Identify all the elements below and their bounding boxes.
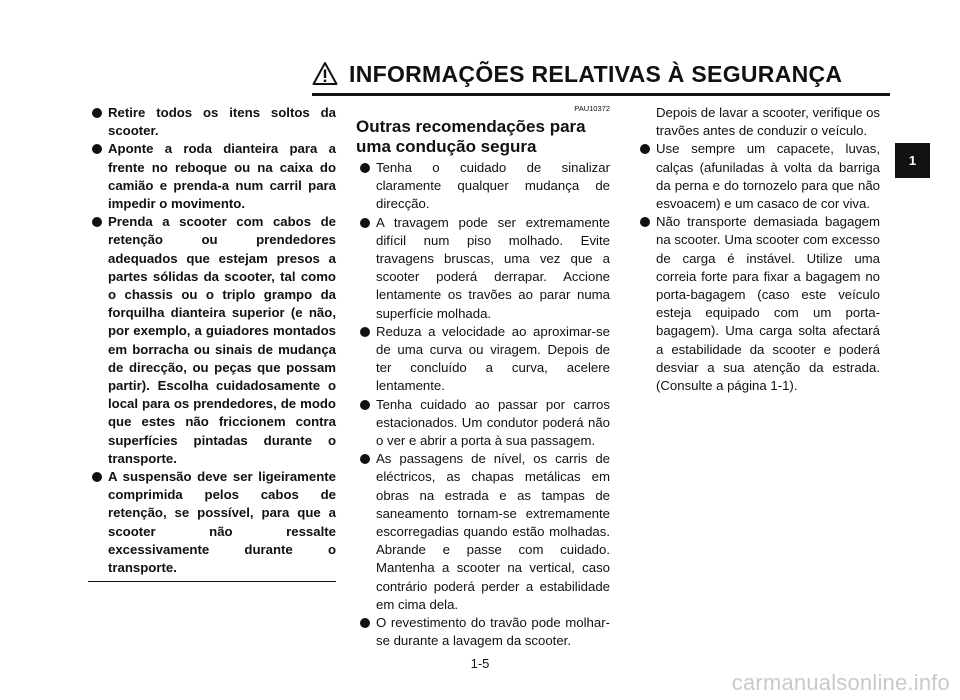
list-item [636,213,880,395]
bullet-icon [640,217,650,227]
safety-list [356,159,610,650]
list-item-text: Tenha cuidado ao passar por carros estacionados. Um condutor poderá não o ver e abrir a porta à sua passagem. [376,396,610,449]
list-item [88,104,336,140]
list-item [88,213,336,468]
list-item-text: As passagens de nível, os carris de eléctricos, as chapas metálicas em obras na estrada e as tampas de saneamento tornam-se extremamente escorregadias quando estão molhadas. Abrande e passe com cuidado. Mantenha a scooter na vertical, caso contrário poderá perder a estabilidade em cima dela. [376,451,610,612]
bullet-icon [92,217,102,227]
watermark: carmanualsonline.info [731,670,950,695]
list-item-text: A suspensão deve ser ligeiramente comprimida pelos cabos de retenção, se possível, para que a scooter não ressalte excessivamente durante o transporte. [108,469,336,576]
list-item [356,214,610,323]
section-title: Outras recomendações para uma condução segura [356,117,586,156]
bullet-icon [640,144,650,154]
header-rule [312,93,890,96]
continuation-text: Depois de lavar a scooter, verifique os travões antes de conduzir o veículo. [656,105,880,139]
list-item-text: Não transporte demasiada bagagem na scooter. Uma scooter com excesso de carga é instável. Utilize uma correia forte para fixar a bagagem no porta-bagagem (caso este veículo esteja equipado com um porta-bagagem). Uma carga solta afectará a estabilidade da scooter e poderá desviar a sua atenção da estrada. (Consulte a página 1-1). [656,214,880,394]
page-header [312,57,890,91]
list-item-text: Retire todos os itens soltos da scooter. [108,105,336,139]
list-item [356,396,610,451]
bullet-icon [92,472,102,482]
bullet-icon [360,163,370,173]
list-item [88,140,336,213]
list-item-text: Aponte a roda dianteira para a frente no reboque ou na caixa do camião e prenda-a num carril para impedir o movimento. [108,141,336,212]
bullet-icon [360,454,370,464]
list-item [88,468,336,577]
list-item-text: O revestimento do travão pode molhar-se durante a lavagem da scooter. [376,615,610,649]
list-item-text: Prenda a scooter com cabos de retenção ou prendedores adequados que estejam presos a partes sólidas da scooter, tal como o chassis ou o triplo grampo da forquilha dianteira superior (e não, por exemplo, a guiadores montados em borracha ou sinais de mudança de direcção, ou peças que possam partir). Escolha cuidadosamente o local para os prendedores, de modo que estes não friccionem contra superfícies pintadas durante o transporte. [108,214,336,466]
bullet-icon [360,327,370,337]
bullet-icon [360,218,370,228]
bullet-icon [92,144,102,154]
list-item-text: Use sempre um capacete, luvas, calças (afuniladas à volta da barriga da perna e do tornozelo para que não esvoacem) e um casaco de cor viva. [656,141,880,212]
list-item-text: A travagem pode ser extremamente difícil num piso molhado. Evite travagens bruscas, uma vez que a scooter poderá derrapar. Accione lentamente os travões ao parar numa superfície molhada. [376,214,610,321]
warning-triangle-icon [312,61,338,87]
transport-list [88,104,336,577]
list-item [356,614,610,650]
bullet-icon [360,400,370,410]
chapter-tab-label: 1 [908,153,917,168]
bullet-icon [92,108,102,118]
list-item [636,140,880,213]
list-item [356,159,610,214]
bullet-icon [360,618,370,628]
list-item [356,450,610,614]
list-item [356,323,610,396]
column-right [636,104,880,395]
page-number: 1-5 [470,656,490,671]
column-left [88,104,336,582]
list-item-text: Tenha o cuidado de sinalizar claramente qualquer mudança de direcção. [376,160,610,212]
page-title: INFORMAÇÕES RELATIVAS À SEGURANÇA [349,60,843,87]
section-code: PAU10372 [574,104,610,113]
chapter-tab [895,143,930,178]
safety-list-continued [636,140,880,395]
section-end-rule [88,581,336,582]
list-item-text: Reduza a velocidade ao aproximar-se de uma curva ou viragem. Depois de ter concluído a curva, acelere lentamente. [376,323,610,394]
column-middle [356,104,610,650]
